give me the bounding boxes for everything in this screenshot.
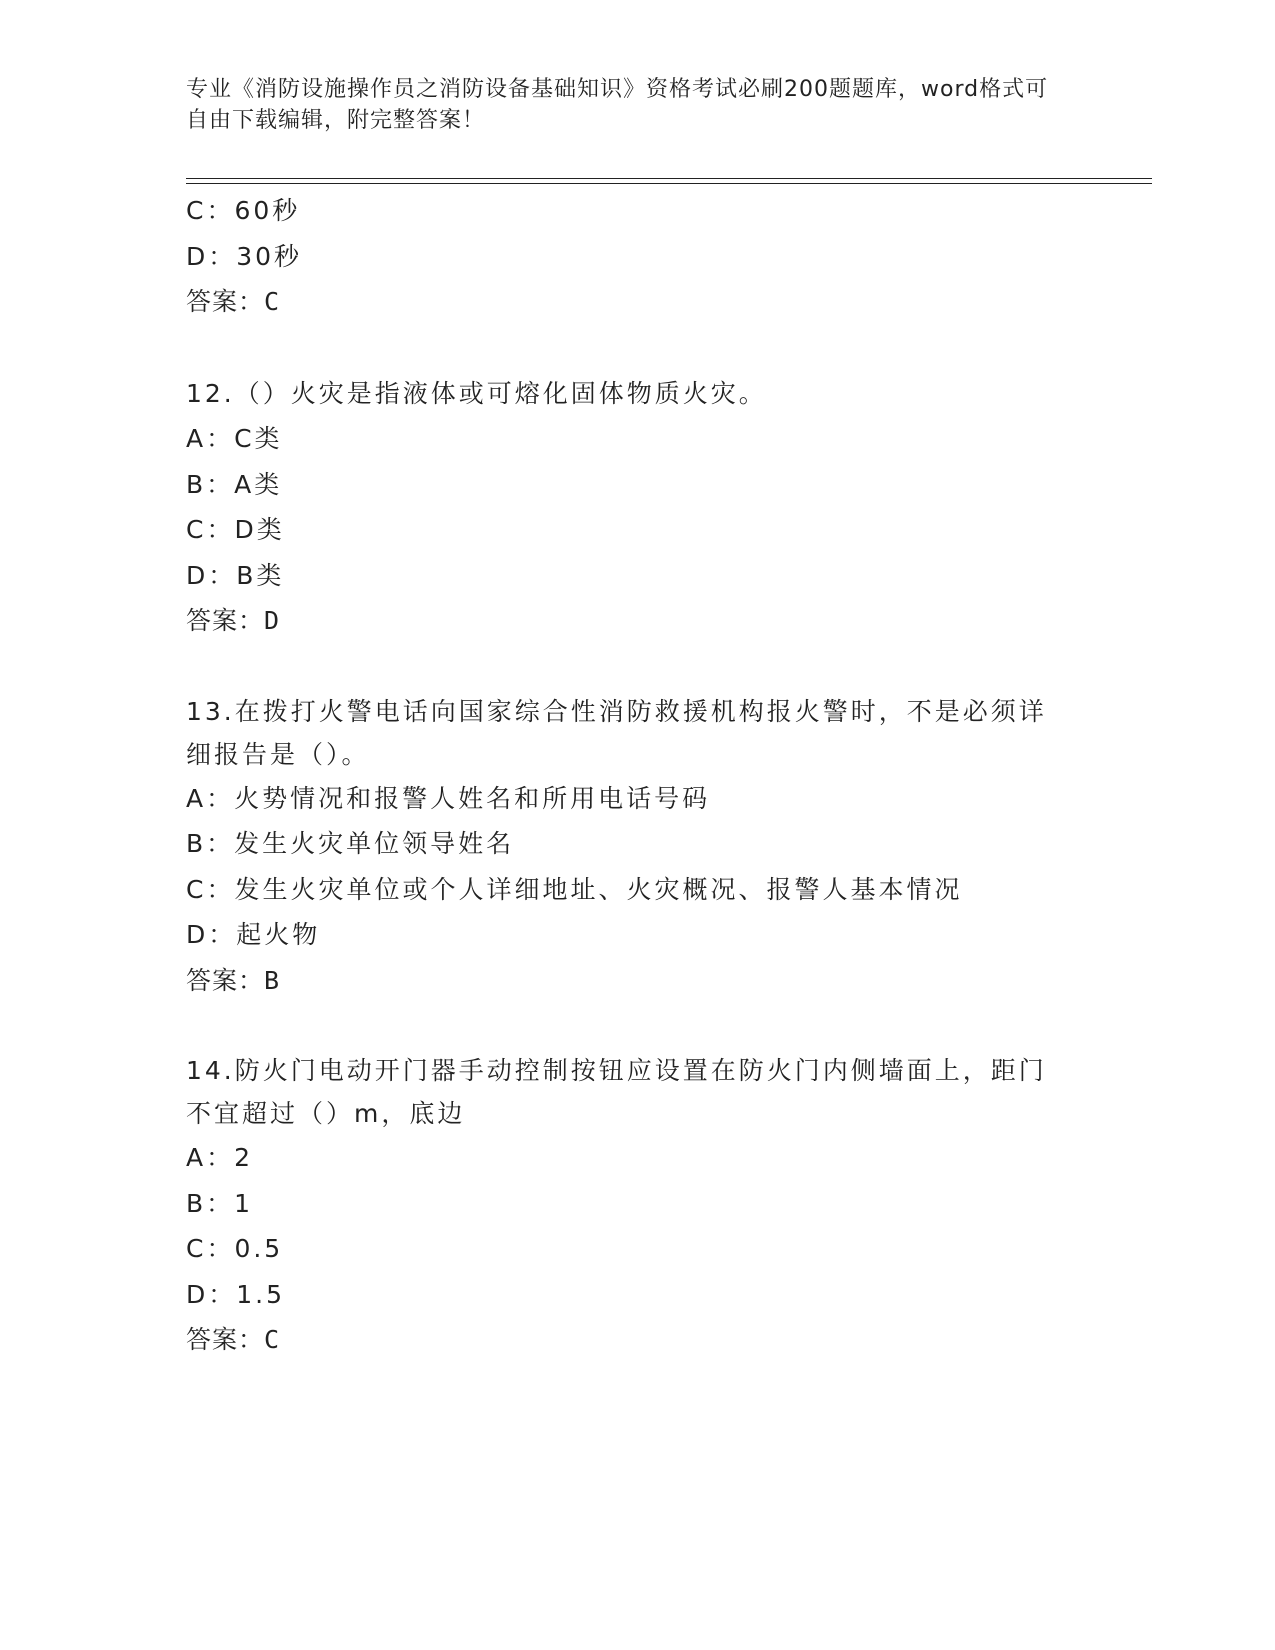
option-b: B：1 [186,1188,254,1218]
option-c: C：60秒 [186,196,301,225]
answer-value: C [264,287,281,316]
option-a: A：C类 [186,424,283,453]
header-divider-bottom [186,183,1152,184]
option-d: D：起火物 [186,920,321,949]
answer-value: C [264,1325,281,1354]
answer-value: D [264,606,281,635]
option-d: D：B类 [186,560,285,590]
question-stem: 13.在拨打火警电话向国家综合性消防救援机构报火警时，不是必须详细报告是（）。 [186,696,1047,769]
answer-line [186,279,1086,325]
option-c: C：D类 [186,515,285,544]
answer-label: 答案： [186,1325,265,1354]
answer-label: 答案： [186,965,265,995]
previous-question-tail [186,188,1086,325]
question-12 [186,371,1086,644]
option-d: D：1.5 [186,1279,286,1309]
document-header: 专业《消防设施操作员之消防设备基础知识》资格考试必刷200题题库，word格式可自由下载编辑，附完整答案！ [186,77,1049,133]
option-b: B：发生火灾单位领导姓名 [186,829,515,858]
question-list [186,188,1086,1363]
question-stem: 12.（）火灾是指液体或可熔化固体物质火灾。 [186,378,767,408]
option-d: D：30秒 [186,241,303,271]
option-b: B：A类 [186,469,283,499]
question-13 [186,690,1086,1004]
answer-line [186,958,1086,1004]
option-c: C：0.5 [186,1234,284,1263]
answer-label: 答案： [186,287,265,316]
question-stem: 14.防火门电动开门器手动控制按钮应设置在防火门内侧墙面上，距门不宜超过（）m，底边 [186,1056,1047,1128]
option-c: C：发生火灾单位或个人详细地址、火灾概况、报警人基本情况 [186,874,963,904]
option-a: A：2 [186,1143,254,1172]
answer-label: 答案： [186,606,265,635]
answer-line [186,1317,1086,1363]
option-a: A：火势情况和报警人姓名和所用电话号码 [186,783,711,813]
answer-value: B [264,965,281,995]
header-divider-top [186,178,1152,179]
question-14 [186,1049,1086,1363]
answer-line [186,598,1086,644]
